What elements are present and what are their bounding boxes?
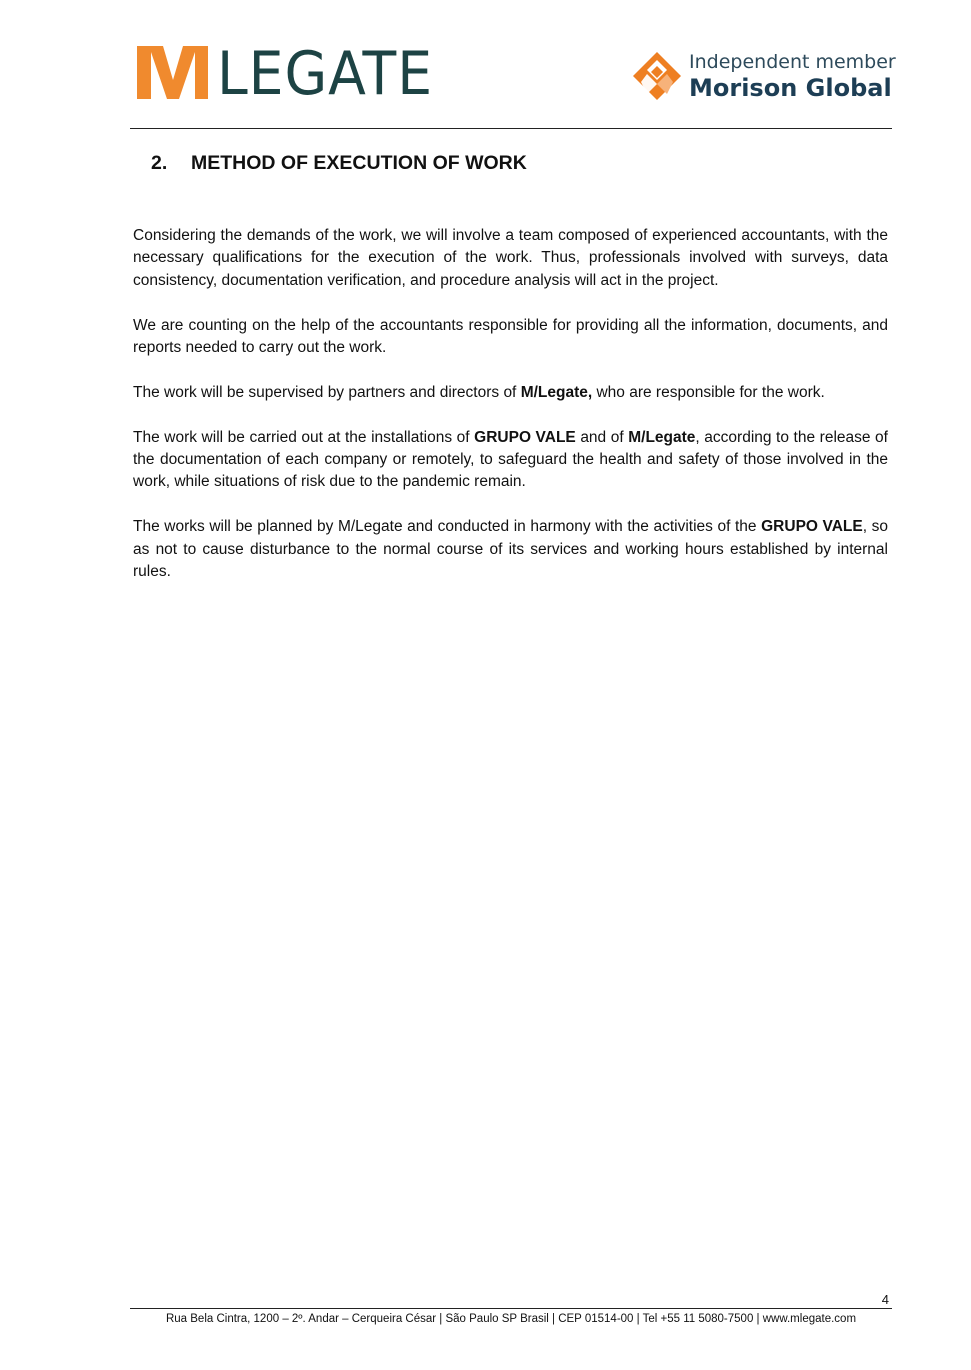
body-text (133, 225, 888, 606)
mlegate-logo (137, 39, 452, 109)
paragraph-supervision: The work will be supervised by partners and directors of M/Legate, who are responsible for the work. (133, 383, 825, 401)
section-number: 2. (151, 152, 168, 174)
section-title: METHOD OF EXECUTION OF WORK (191, 152, 527, 174)
page-number: 4 (881, 1292, 889, 1307)
mlegate-logo-text: LEGATE (217, 39, 433, 109)
paragraph-location: The work will be carried out at the installations of GRUPO VALE and of M/Legate, according to the release of the documentation of each company or remotely, to safeguard the health and safety of those involved in the work, while situations of risk due to the pandemic remain. (133, 428, 888, 491)
mlegate-logo-mark (137, 46, 221, 99)
morison-tagline: Independent member (689, 50, 896, 73)
paragraph-planning: The works will be planned by M/Legate and conducted in harmony with the activities of the GRUPO VALE, so as not to cause disturbance to the normal course of its services and working hours established by internal rules. (133, 518, 888, 581)
footer-divider (130, 1308, 892, 1309)
morison-global-logo (633, 52, 896, 100)
footer-address: Rua Bela Cintra, 1200 – 2º. Andar – Cerqueira César | São Paulo SP Brasil | CEP 01514-00 | Tel +55 11 5080-7500 | www.mlegate.com (165, 1313, 857, 1325)
section-heading (151, 152, 527, 175)
header-divider (130, 128, 892, 129)
paragraph-team: Considering the demands of the work, we will involve a team composed of experienced accountants, with the necessary qualifications for the execution of the work. Thus, professionals involved with surveys, data consistency, documentation verification, and procedure analysis will act in the project. (133, 227, 888, 289)
paragraph-accountants: We are counting on the help of the accountants responsible for providing all the information, documents, and reports needed to carry out the work. (133, 316, 888, 357)
morison-name: Morison Global (689, 73, 892, 102)
morison-emblem-icon (633, 52, 681, 100)
